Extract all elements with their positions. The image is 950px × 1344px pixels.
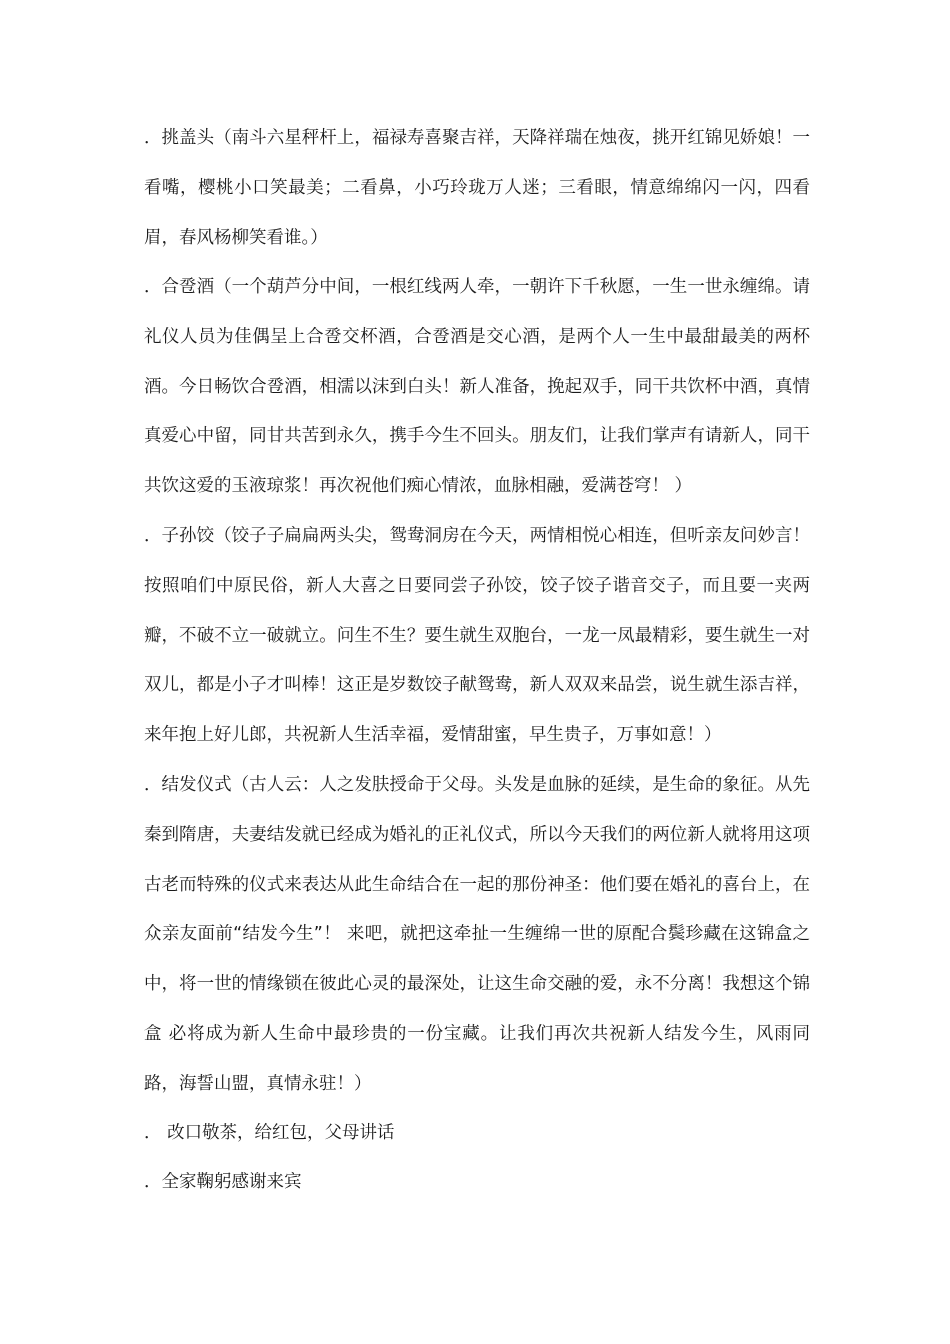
paragraph-descendant-dumplings: ．子孙饺（饺子子扁扁两头尖，鸳鸯洞房在今天，两情相悦心相连，但听亲友问妙言！按照咱们中原民俗，新人大喜之日要同尝子孙饺，饺子饺子谐音交子，而且要一夹两瓣，不破不立一破就立。问生不生？要生就生双胞台，一龙一凤最精彩，要生就生一对双儿，都是小子才叫棒！这正是岁数饺子献鸳鸯，新人双双来品尝，说生就生添吉祥，来年抱上好儿郎，共祝新人生活幸福，爱情甜蜜，早生贵子，万事如意！） <box>144 526 810 746</box>
paragraph-hair-binding-ceremony: ．结发仪式（古人云：人之发肤授命于父母。头发是血脉的延续，是生命的象征。从先秦到隋唐，夫妻结发就已经成为婚礼的正礼仪式，所以今天我们的两位新人就将用这项古老而特殊的仪式来表达从此生命结合在一起的那份神圣：他们要在婚礼的喜台上，在众亲友面前“结发今生”！ 来吧，就把这牵扯一生缠绵一世的原配合鬓珍藏在这锦盒之中，将一世的情缘锁在彼此心灵的最深处，让这生命交融的爱，永不分离！我想这个锦盒 必将成为新人生命中最珍贵的一份宝藏。让我们再次共祝新人结发今生，风雨同路，海誓山盟，真情永驻！） <box>144 775 810 1094</box>
paragraph-family-bow: ．全家鞠躬感谢来宾 <box>144 1172 302 1192</box>
paragraph-lift-veil: ．挑盖头（南斗六星秤杆上，福禄寿喜聚吉祥，天降祥瑞在烛夜，挑开红锦见娇娘！一看嘴，樱桃小口笑最美；二看鼻，小巧玲珑万人迷；三看眼，情意绵绵闪一闪，四看眉，春风杨柳笑看谁。） <box>144 128 810 248</box>
paragraph-tea-ceremony: ． 改口敬茶，给红包，父母讲话 <box>144 1123 395 1143</box>
paragraph-wedding-wine: ．合卺酒（一个葫芦分中间，一根红线两人牵，一朝许下千秋愿，一生一世永缠绵。请礼仪人员为佳偶呈上合卺交杯酒，合卺酒是交心酒，是两个人一生中最甜最美的两杯酒。今日畅饮合卺酒，相濡以沫到白头！新人准备，挽起双手，同干共饮杯中酒，真情真爱心中留，同甘共苦到永久，携手今生不回头。朋友们，让我们掌声有请新人，同干共饮这爱的玉液琼浆！再次祝他们痴心情浓，血脉相融，爱满苍穹！ ） <box>144 277 810 497</box>
